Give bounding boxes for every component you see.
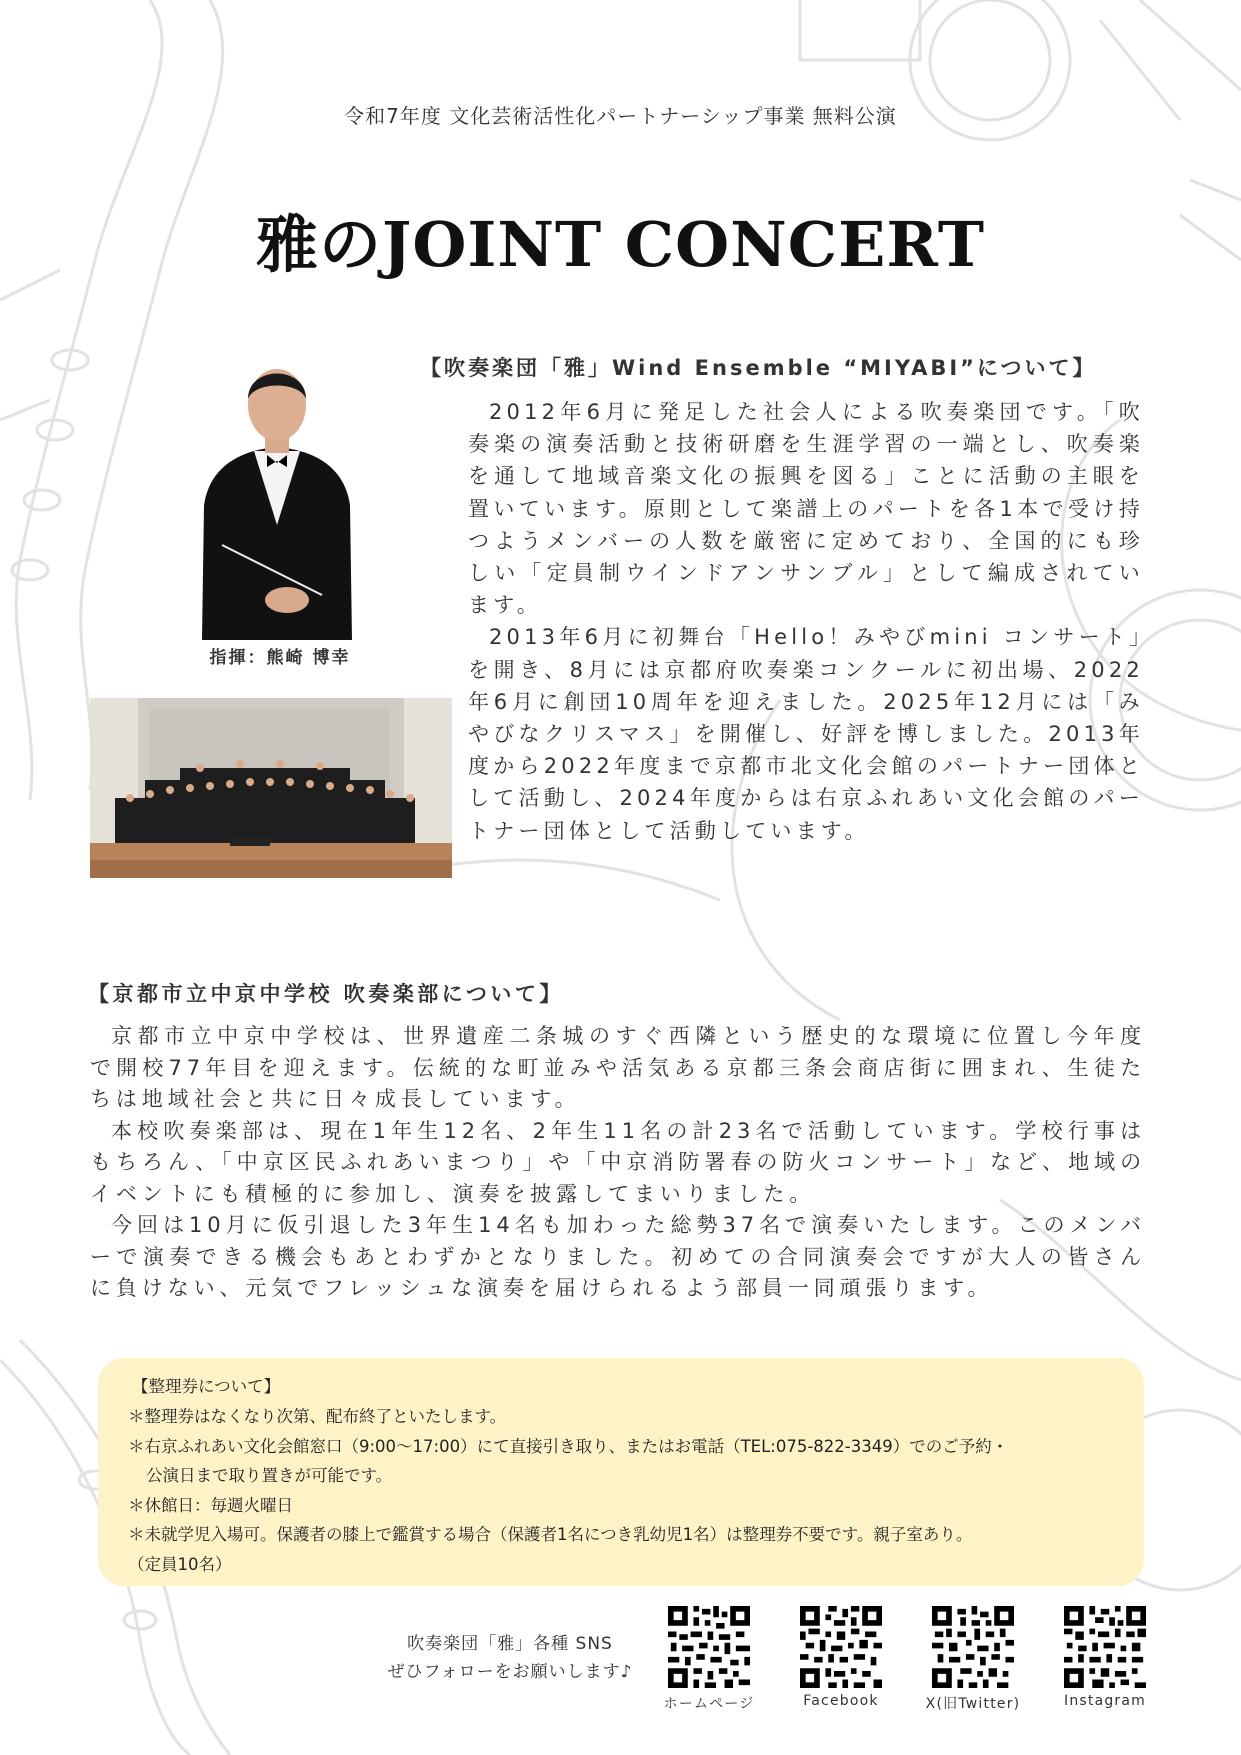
miyabi-paragraph: 2012年6月に発足した社会人による吹奏楽団です。「吹奏楽の演奏活動と技術研磨を生涯学習の一端とし、吹奏楽を通して地域音楽文化の振興を図る」ことに活動の主眼を置いています。原則として楽譜上のパートを各1本で受け持つようメンバーの人数を厳密に定めており、全国的にも珍しい「定員制ウインドアンサンブル」として編成されています。: [468, 400, 1144, 618]
conductor-caption: 指揮：熊崎 博幸: [209, 648, 351, 668]
sns-link-homepage[interactable]: ホームページ: [663, 1696, 755, 1712]
facebook-qr-code[interactable]: [800, 1606, 882, 1688]
ticket-info-item: ＊右京ふれあい文化会館窓口（9:00〜17:00）にて直接引き取り、またはお電話（TEL:075-822-3349）でのご予約・: [128, 1436, 1009, 1456]
band-stage-photo: [90, 698, 452, 878]
conductor-photo: [192, 355, 362, 640]
homepage-qr-code[interactable]: [668, 1606, 750, 1688]
sns-follow-text: [360, 1630, 660, 1686]
sns-text-line: ぜひフォローをお願いします♪: [387, 1662, 633, 1682]
school-section-body: [90, 1021, 1146, 1305]
instagram-qr-code[interactable]: [1064, 1606, 1146, 1688]
ticket-info-item: 公演日まで取り置きが可能です。: [146, 1466, 393, 1485]
sns-link-instagram[interactable]: Instagram: [1063, 1693, 1147, 1709]
ticket-info-item: ＊整理券はなくなり次第、配布終了といたします。: [128, 1407, 507, 1426]
school-paragraph: 本校吹奏楽部は、現在1年生12名、2年生11名の計23名で活動しています。学校行事はもちろん、「中京区民ふれあいまつり」や「中京消防署春の防火コンサート」など、地域のイベントにも積極的に参加し、演奏を披露してまいりました。: [90, 1118, 1146, 1206]
school-section-heading: 【京都市立中京中学校 吹奏楽部について】: [88, 982, 564, 1006]
miyabi-section-body: [468, 396, 1144, 847]
ticket-info-item: ＊未就学児入場可。保護者の膝上で鑑賞する場合（保護者1名につき乳幼児1名）は整理券不要です。親子室あり。: [128, 1525, 973, 1544]
school-paragraph: 京都市立中京中学校は、世界遺産二条城のすぐ西隣という歴史的な環境に位置し今年度で開校77年目を迎えます。伝統的な町並みや活気ある京都三条会商店街に囲まれ、生徒たちは地域社会と共に日々成長しています。: [90, 1024, 1146, 1111]
sns-link-facebook[interactable]: Facebook: [803, 1693, 879, 1709]
ticket-info-item: （定員10名）: [128, 1554, 232, 1574]
twitter-qr-code[interactable]: [932, 1606, 1014, 1688]
ticket-info-title: 【整理券について】: [132, 1377, 281, 1396]
page-title: 雅のJOINT CONCERT: [256, 208, 985, 281]
sns-text-line: 吹奏楽団「雅」各種 SNS: [407, 1634, 613, 1654]
miyabi-paragraph: 2013年6月に初舞台「Hello！みやびmini コンサート」を開き、8月には京都府吹奏楽コンクールに初出場、2022年6月に創団10周年を迎えました。2025年12月には「みやびなクリスマス」を開催し、好評を博しました。2013年度から2022年度まで京都市北文化会館のパートナー団体として活動し、2024年度からは右京ふれあい文化会館のパートナー団体として活動しています。: [468, 625, 1144, 843]
event-subtitle: 令和7年度 文化芸術活性化パートナーシップ事業 無料公演: [344, 104, 897, 128]
sns-link-x-twitter[interactable]: X(旧Twitter): [925, 1696, 1021, 1712]
ticket-info-list: [128, 1402, 1128, 1579]
miyabi-section-heading: 【吹奏楽団「雅」Wind Ensemble “MIYABI”について】: [420, 356, 1097, 380]
school-paragraph: 今回は10月に仮引退した3年生14名も加わった総勢37名で演奏いたします。このメンバーで演奏できる機会もあとわずかとなりました。初めての合同演奏会ですが大人の皆さんに負けない、元気でフレッシュな演奏を届けられるよう部員一同頑張ります。: [90, 1213, 1146, 1300]
ticket-info-item: ＊休館日：毎週火曜日: [128, 1495, 293, 1515]
